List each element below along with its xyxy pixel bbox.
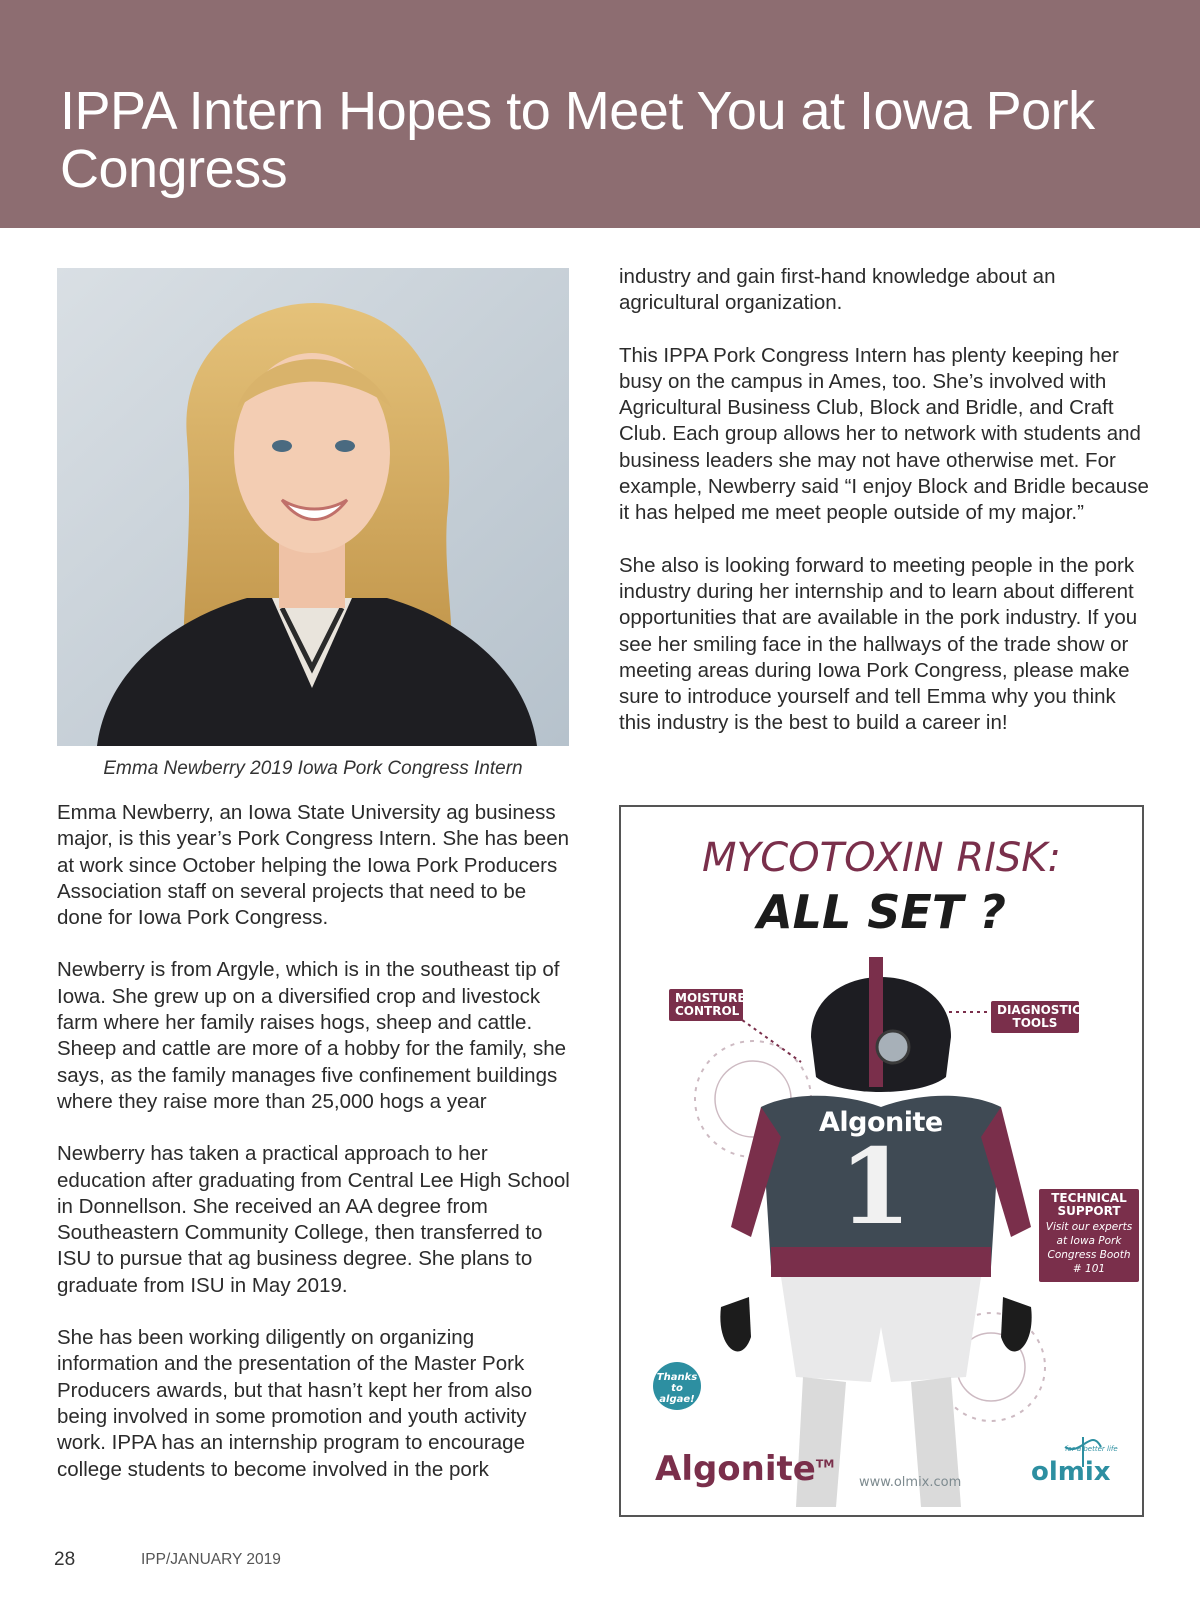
article-paragraph: Newberry has taken a practical approach to her education after graduating from Central Lee High School in Donnellson. She received an AA degree from Southeastern Community College, then transferred to ISU to pursue that ag business degree. She plans to graduate from ISU in May 2019. — [57, 1142, 570, 1297]
page-title: IPPA Intern Hopes to Meet You at Iowa Pork Congress — [60, 81, 1095, 199]
algonite-advertisement — [619, 805, 1144, 1517]
jersey-number: 1 — [839, 1125, 912, 1248]
photo-caption: Emma Newberry 2019 Iowa Pork Congress Intern — [103, 758, 523, 779]
article-paragraph: This IPPA Pork Congress Intern has plenty keeping her busy on the campus in Ames, too. She’s involved with Agricultural Business Club, Block and Bridle, and Craft Club. Each group allows her to network with students and business leaders she may not have otherwise met. For example, Newberry said “I enjoy Block and Bridle because it has helped me meet people outside of my major.” — [619, 343, 1149, 525]
olmix-url: www.olmix.com — [859, 1475, 962, 1490]
technical-support-label: TECHNICAL SUPPORT — [1051, 1191, 1127, 1218]
moisture-control-tag: MOISTURE CONTROL — [669, 989, 743, 1021]
article-paragraph: Emma Newberry, an Iowa State University ag business major, is this year’s Pork Congress Intern. She has been at work since October helping the Iowa Pork Producers Association staff on several projects that need to be done for Iowa Pork Congress. — [57, 801, 569, 930]
algonite-logo-text: Algonite — [655, 1449, 816, 1489]
portrait-photo — [57, 268, 569, 746]
page-number: 28 — [54, 1549, 76, 1570]
algonite-logo — [655, 1449, 834, 1489]
article-column-left — [57, 800, 577, 1509]
olmix-tagline: for a better life — [1065, 1445, 1118, 1453]
thanks-algae-badge: Thanks to algae! — [653, 1362, 701, 1410]
technical-support-tag — [1039, 1189, 1139, 1282]
publication-issue: IPP/JANUARY 2019 — [141, 1551, 281, 1568]
ad-headline-1: MYCOTOXIN RISK: — [701, 835, 1062, 881]
olmix-logo: olmix — [1031, 1457, 1111, 1487]
portrait-illustration — [57, 268, 569, 746]
article-paragraph: She also is looking forward to meeting people in the pork industry during her internship and to learn about different opportunities that are available in the pork industry. If you see her smiling face in the hallways of the trade show or meeting areas during Iowa Pork Congress, please make sure to introduce yourself and tell Emma why you think this industry is the best to build a career in! — [619, 553, 1138, 735]
article-column-right — [619, 264, 1149, 763]
diagnostic-tools-tag: DIAGNOSTIC TOOLS — [991, 1001, 1079, 1033]
trademark-mark: TM — [815, 1457, 835, 1471]
article-paragraph: She has been working diligently on organizing information and the presentation of the Master Pork Producers awards, but that hasn’t kept her from also being involved in some promotion and youth activity work. IPPA has an internship program to encourage college students to become involved in the pork — [57, 1326, 533, 1481]
article-paragraph: industry and gain first-hand knowledge about an agricultural organization. — [619, 265, 1056, 315]
ad-headline-2: ALL SET ? — [757, 885, 1006, 939]
title-banner — [0, 0, 1200, 228]
jersey-name: Algonite — [819, 1107, 943, 1138]
article-paragraph: Newberry is from Argyle, which is in the southeast tip of Iowa. She grew up on a diversified crop and livestock farm where her family raises hogs, sheep and cattle. Sheep and cattle are more of a hobby for the family, she says, as the family manages five confinement buildings where they raise more than 25,000 hogs a year — [57, 958, 566, 1113]
technical-support-note: Visit our experts at Iowa Pork Congress Booth # 101 — [1045, 1221, 1133, 1275]
